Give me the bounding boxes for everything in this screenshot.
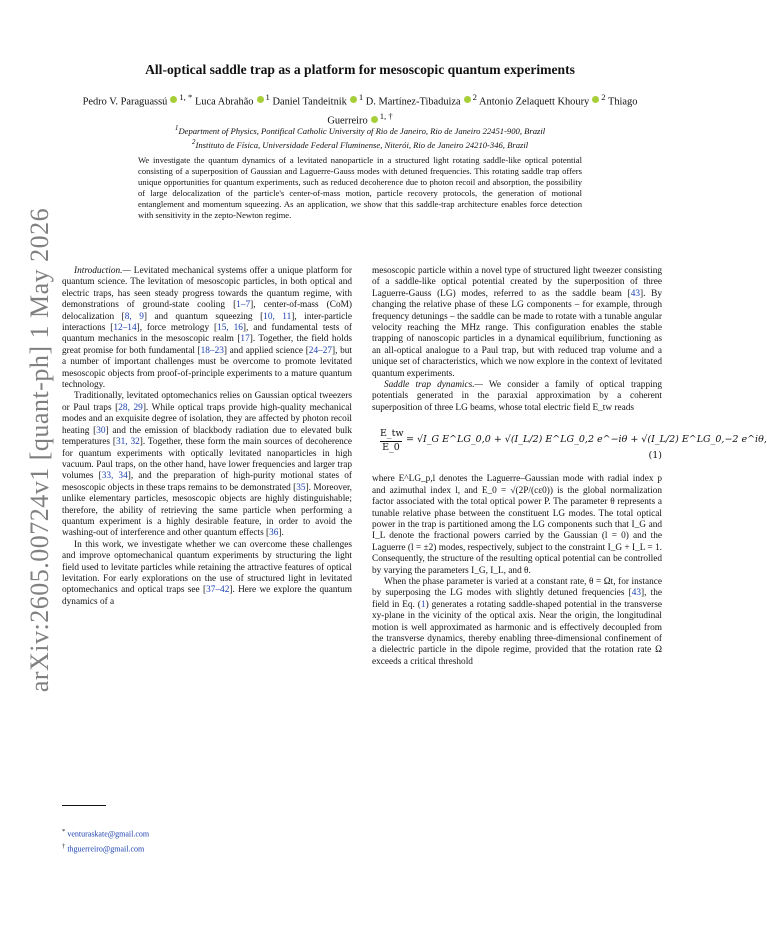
citation-link[interactable]: 17 (240, 334, 250, 345)
arxiv-identifier: arXiv:2605.00724v1 [quant-ph] 1 May 2026 (25, 207, 54, 693)
author-marks: 1, † (379, 111, 393, 122)
text-run: Traditionally, levitated optomechanics relies on Gaussian optical tweezers or Paul traps [ (62, 391, 352, 413)
text-run: ] and quantum squeezing [ (143, 311, 264, 322)
citation-link[interactable]: 28, 29 (118, 402, 143, 413)
orcid-icon[interactable] (257, 96, 264, 103)
footnote-mark: † (62, 842, 66, 850)
author-marks: 1, * (179, 92, 193, 102)
equation-1 (372, 424, 767, 468)
orcid-icon[interactable] (592, 96, 599, 103)
text-run: ]. Together, these form the main sources of decoherence for quantum experiments with optically levitated nanoparticles in high vacuum. Paul traps, on the other hand, have lower frequencies and larger trap volumes [ (62, 437, 353, 482)
paragraph-this-work (62, 540, 352, 608)
citation-link[interactable]: 24–27 (308, 345, 333, 356)
text-run: ], and the preparation of high-purity motional states of mesoscopic objects in these traps remains to be demonstrated [ (62, 471, 352, 493)
affiliation-text: Department of Physics, Pontifical Catholic University of Rio de Janeiro, Rio de Janeiro 22451-900, Brazil (178, 125, 546, 136)
equation-lhs (380, 428, 402, 453)
equation-link[interactable]: 1 (420, 599, 426, 610)
text-run: ]. By changing the relative phase of these LG components – for example, through frequency detunings – the saddle can be made to rotate with a tunable angular velocity reaching the MHz range. This configuration enables the stable trapping of nanoscopic particles in a dynamical equilibrium, functioning as an all-optical analogue to a Paul trap, but with reduced trap volume and a unique set of characteristics, which we now explore in the context of levitated quantum experiments. (372, 288, 662, 379)
text-run: When the phase parameter is varied at a constant rate, θ = Ωt, for instance by superposing the LG modes with slightly detuned frequencies [ (372, 576, 662, 599)
text-run: ], and fundamental tests of quantum mechanics in the mesoscopic realm [ (62, 323, 352, 345)
text-run: Levitated mechanical systems offer a unique platform for quantum science. The levitation of mesoscopic particles, in both optical and electric traps, has seen steady progress towards the quantum regime, with demonstrations of ground-state cooling [ (62, 266, 352, 311)
text-run: ] and the emission of blackbody radiation due to elevated bulk temperatures [ (62, 425, 352, 448)
author[interactable]: D. Martínez-Tibaduiza (365, 96, 461, 108)
paragraph-saddle-trap (372, 380, 662, 414)
citation-link[interactable]: 37–42 (206, 585, 230, 596)
author-marks: 1 (358, 92, 364, 102)
section-runin: Saddle trap dynamics.— (384, 380, 483, 391)
text-run: We consider a family of optical trapping potentials generated in the paraxial approximation by a coherent superposition of three LG beams, whose total electric field E_tw reads (372, 380, 662, 413)
footnote-mark: * (62, 828, 66, 835)
text-run: ], but a number of important challenges must be overcome to promote levitated mesoscopic objects from proof-of-principle experiments to a mature quantum technology. (62, 345, 352, 391)
equation-lhs-numerator: E_tw (380, 428, 402, 441)
paragraph-introduction (62, 266, 352, 391)
author-marks: 2 (472, 92, 477, 102)
equation-lhs-denominator: E_0 (382, 441, 400, 453)
text-run: ) generates a rotating saddle-shaped potential in the transverse xy-plane in the vicinity of the optical axis. Near the origin, the longitudinal motion is well approximated as harmonic and is effectively decoupled from the transverse dynamics, thereby enabling three-dimensional confinement of a dielectric particle in the dipole regime, provided that the rotation rate Ω exceeds a critical threshold (372, 599, 662, 667)
citation-link[interactable]: 35 (296, 482, 306, 493)
affiliation-mark: 2 (191, 137, 196, 146)
affiliation (80, 123, 640, 137)
orcid-icon[interactable] (170, 96, 177, 103)
orcid-icon[interactable] (464, 96, 471, 103)
paper-title: All-optical saddle trap as a platform for mesoscopic quantum experiments (145, 62, 575, 77)
text-run: ]. Here we explore the quantum dynamics of a (62, 585, 352, 607)
right-column (372, 266, 767, 668)
text-run: ], force metrology [ (136, 323, 218, 334)
paragraph-continued (372, 266, 662, 380)
affiliation-text: Instituto de Física, Universidade Federal Fluminense, Niterói, Rio de Janeiro 24210-346, Brazil (195, 139, 529, 150)
equation-rhs: = √I_G E^LG_0,0 + √(I_L/2) E^LG_0,2 e^−iθ + √(I_L/2) E^LG_0,−2 e^iθ, (406, 434, 767, 446)
citation-link[interactable]: 33, 34 (101, 471, 128, 482)
text-run: mesoscopic particle within a novel type of structured light tweezer consisting of a saddle-like optical potential created by the superposition of three Laguerre-Gauss (LG) modes, referred to as the saddle beam [ (372, 266, 662, 299)
text-run: ]. Together, the field holds great promise for both fundamental [ (62, 334, 352, 356)
author[interactable]: Thiago Guerreiro (327, 96, 638, 127)
text-run: ]. Moreover, unlike elementary particles, mesoscopic objects are highly distinguishable; therefore, the ability of retrieving the same particle when performing a quantum experiment is a highly desirable feature, in order to avoid the washing-out of interference and other quantum effects [ (62, 482, 352, 539)
author-marks: 1 (265, 92, 270, 102)
author[interactable]: Daniel Tandeitnik (272, 96, 347, 108)
text-run: In this work, we investigate whether we can overcome these challenges and improve optomechanical quantum experiments by structuring the light field used to levitate particles while retaining the attractive features of optical levitation. For early explorations on the use of structured light in levitated optomechanics and optical traps see [ (62, 539, 352, 596)
text-run: ]. (278, 528, 284, 539)
footnote (62, 841, 149, 856)
footnotes (62, 826, 149, 855)
paragraph-phase (372, 577, 662, 668)
equation-number: (1) (648, 450, 662, 462)
citation-link[interactable]: 43 (631, 588, 642, 599)
citation-link[interactable]: 18–23 (200, 345, 224, 356)
citation-link[interactable]: 10, 11 (263, 311, 292, 322)
text-run: ], center-of-mass (CoM) delocalization [ (62, 300, 352, 322)
email-link[interactable]: venturaskate@gmail.com (67, 829, 150, 839)
citation-link[interactable]: 8, 9 (124, 311, 144, 322)
author[interactable]: Antonio Zelaquett Khoury (479, 96, 590, 108)
paragraph-traditional (62, 391, 352, 539)
citation-link[interactable]: 12–14 (113, 323, 137, 334)
citation-link[interactable]: 31, 32 (115, 437, 140, 448)
citation-link[interactable]: 1–7 (236, 300, 251, 311)
affiliation-mark: 1 (174, 124, 179, 132)
author[interactable]: Pedro V. Paraguassú (82, 96, 168, 108)
citation-link[interactable]: 30 (96, 425, 106, 436)
text-run: ] and applied science [ (223, 345, 309, 356)
text-run: ], inter-particle interactions [ (62, 311, 352, 334)
citation-link[interactable]: 36 (269, 528, 279, 539)
abstract: We investigate the quantum dynamics of a levitated nanoparticle in a structured light rotating saddle-like optical potential consisting of a superposition of Gaussian and Laguerre-Gauss modes with detuned frequencies. This rotating saddle trap offers unique opportunities for quantum experiments, such as reduced decoherence due to photon recoil and absorption, the possibility of large delocalization of the particle's center-of-mass motion, particle recovery protocols, the generation of motional entanglement and momentum squeezing. As an application, we show that this saddle-trap architecture enables force detection with sensitivity in the zepto-Newton regime. (138, 155, 582, 220)
footnote-rule (62, 805, 106, 806)
affiliations (80, 123, 640, 151)
affiliation (80, 137, 640, 151)
left-column (62, 266, 352, 608)
text-run: ], the field in Eq. ( (372, 588, 662, 610)
orcid-icon[interactable] (350, 96, 357, 103)
citation-link[interactable]: 43 (630, 288, 641, 299)
section-runin: Introduction.— (74, 266, 131, 276)
author-marks: 2 (601, 92, 606, 102)
paragraph-where: where E^LG_p,l denotes the Laguerre–Gaussian mode with radial index p and azimuthal index l, and E_0 = √(2P/(cε0)) is the global normalization factor associated with the total optical power P. The parameter θ represents a tunable relative phase between the constituent LG modes. The total optical power in the trap is partitioned among the LG components such that I_G and I_L denote the fractional powers carried by the Gaussian (l = 0) and the Laguerre (l = ±2) modes, respectively, subject to the constraint I_G + I_L = 1. Consequently, the structure of the resulting optical potential can be controlled by varying the parameters I_G, I_L, and θ. (372, 474, 662, 576)
orcid-icon[interactable] (371, 116, 378, 123)
author[interactable]: Luca Abrahão (194, 96, 254, 108)
text-run: ]. While optical traps provide high-quality mechanical modes and an exquisite degree of isolation, they are affected by photon recoil heating [ (62, 402, 352, 436)
citation-link[interactable]: 15, 16 (217, 323, 243, 334)
footnote (62, 826, 149, 841)
email-link[interactable]: thguerreiro@gmail.com (67, 844, 145, 854)
